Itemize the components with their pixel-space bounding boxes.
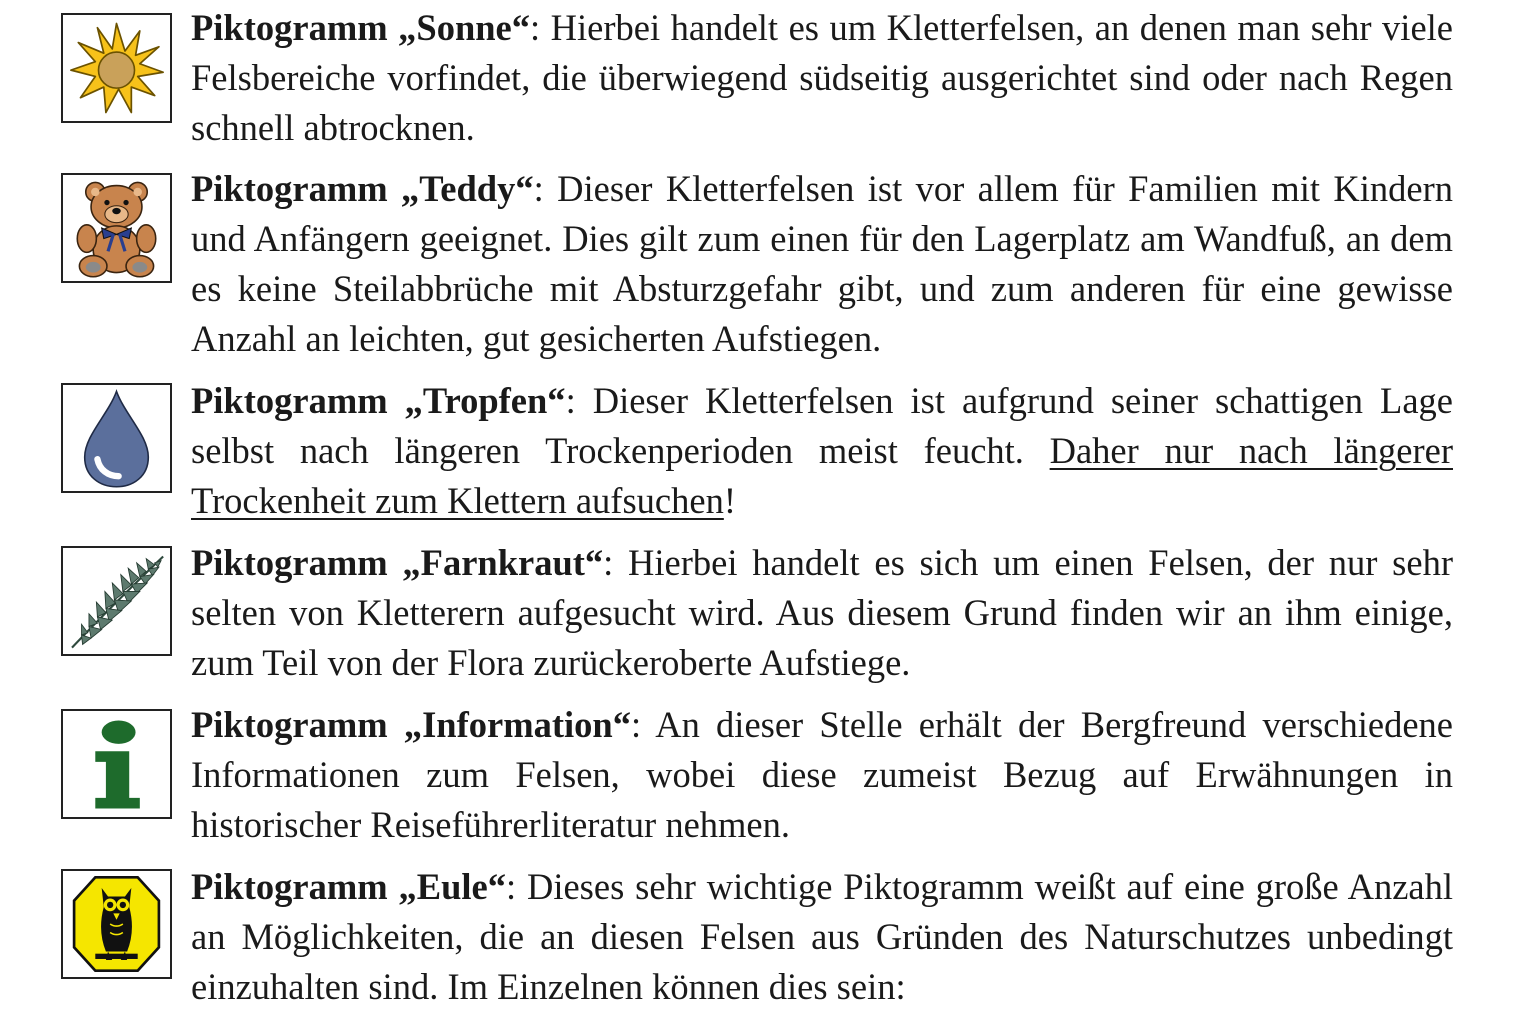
entry-farnkraut-text: [191, 538, 1453, 688]
entry-tropfen-text: [191, 376, 1453, 526]
water-drop-icon: [61, 383, 172, 493]
entry-warning-underlined: Daher nur nach längerer Trockenheit zum Klettern aufsuchen: [191, 430, 1453, 521]
entry-title: Piktogramm „Teddy“: [191, 168, 534, 209]
entry-title: Piktogramm „Tropfen“: [191, 380, 566, 421]
information-icon: [61, 709, 172, 819]
entry-teddy-text: [191, 164, 1453, 364]
entry-title: Piktogramm „Sonne“: [191, 7, 531, 48]
owl-icon: [61, 869, 172, 979]
entry-description: : An dieser Stelle erhält der Bergfreund verschiedene Informationen zum Felsen, wobei diese zumeist Bezug auf Erwähnungen in historischer Reiseführerliteratur nehmen.: [191, 704, 1453, 845]
entry-description: : Dieses sehr wichtige Piktogramm weißt auf eine große Anzahl an Möglichkeiten, die an diesen Felsen aus Gründen des Naturschutzes unbedingt einzuhalten sind. Im Einzelnen können dies sein:: [191, 866, 1453, 1007]
entry-title: Piktogramm „Information“: [191, 704, 631, 745]
fern-icon: [61, 546, 172, 656]
sun-icon: [61, 13, 172, 123]
teddy-bear-icon: [61, 173, 172, 283]
entry-information-text: [191, 700, 1453, 850]
entry-eule-text: [191, 862, 1453, 1012]
entry-suffix: !: [723, 480, 736, 521]
entry-title: Piktogramm „Eule“: [191, 866, 506, 907]
entry-description: : Dieser Kletterfelsen ist aufgrund seiner schattigen Lage selbst nach längeren Trockenperioden meist feucht.: [191, 380, 1453, 471]
entry-sonne-text: [191, 3, 1453, 153]
entry-title: Piktogramm „Farnkraut“: [191, 542, 604, 583]
entry-description: : Hierbei handelt es sich um einen Felsen, der nur sehr selten von Kletterern aufgesucht wird. Aus diesem Grund finden wir an ihm einige, zum Teil von der Flora zurückeroberte Aufstiege.: [191, 542, 1453, 683]
entry-description: : Hierbei handelt es um Kletterfelsen, an denen man sehr viele Felsbereiche vorfindet, die überwiegend südseitig ausgerichtet sind oder nach Regen schnell abtrocknen.: [191, 7, 1453, 148]
entry-description: : Dieser Kletterfelsen ist vor allem für Familien mit Kindern und Anfängern geeignet. Dies gilt zum einen für den Lagerplatz am Wandfuß, an dem es keine Steilabbrüche mit Absturzgefahr gibt, und zum anderen für eine gewisse Anzahl an leichten, gut gesicherten Aufstiegen.: [191, 168, 1453, 359]
